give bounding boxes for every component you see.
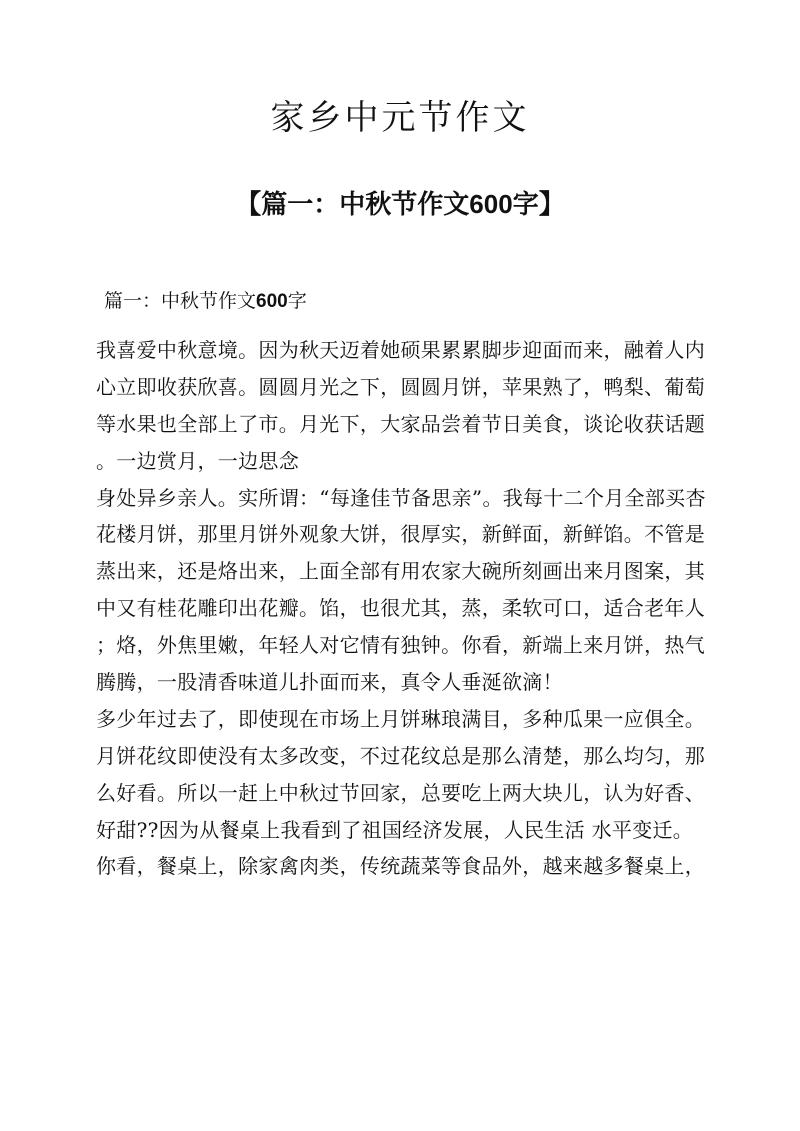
document-subtitle <box>0 186 800 223</box>
text-line: 心立即收获欣喜。圆圆月光之下，圆圆月饼，苹果熟了，鸭梨、葡萄 <box>96 374 705 399</box>
text-line: 腾腾，一股清香味道儿扑面而来，真令人垂涎欲滴！ <box>96 670 563 695</box>
section-heading-prefix: 篇一：中秋节作文 <box>104 290 257 312</box>
section-heading-number: 600 <box>256 291 288 312</box>
body-text <box>96 332 716 885</box>
text-line: 花楼月饼，那里月饼外观象大饼，很厚实，新鲜面，新鲜馅。不管是 <box>96 522 705 547</box>
text-line: 好甜??因为从餐桌上我看到了祖国经济发展，人民生活 水平变迁。 <box>96 817 694 842</box>
subtitle-suffix: 字】 <box>512 190 565 220</box>
text-line: 。一边赏月，一边思念 <box>96 448 299 473</box>
text-line: ；烙，外焦里嫩，年轻人对它情有独钟。你看，新端上来月饼，热气 <box>96 633 705 658</box>
text-line: 我喜爱中秋意境。因为秋天迈着她硕果累累脚步迎面而来，融着人内 <box>96 338 705 362</box>
text-line: 等水果也全部上了市。月光下，大家品尝着节日美食，谈论收获话题 <box>96 411 705 436</box>
text-line: 多少年过去了，即使现在市场上月饼琳琅满目，多种瓜果一应俱全。 <box>96 706 705 731</box>
text-line: 蒸出来，还是烙出来，上面全部有用农家大碗所刻画出来月图案，其 <box>96 559 705 584</box>
document-title: 家乡中元节作文 <box>270 98 530 138</box>
text-line: 身处异乡亲人。实所谓：“每逢佳节备思亲”。我每十二个月全部买杏 <box>96 485 706 510</box>
section-heading-suffix: 字 <box>287 290 307 312</box>
text-line: 月饼花纹即使没有太多改变，不过花纹总是那么清楚，那么均匀，那 <box>96 743 705 768</box>
section-heading <box>104 287 307 316</box>
subtitle-number: 600 <box>469 189 513 219</box>
text-line: 中又有桂花雕印出花瓣。馅，也很尤其，蒸，柔软可口，适合老年人 <box>96 596 705 621</box>
subtitle-prefix: 【篇一：中秋节作文 <box>235 190 470 220</box>
text-line: 么好看。所以一赶上中秋过节回家，总要吃上两大块儿，认为好香、 <box>96 780 705 805</box>
text-line: 你看，餐桌上，除家禽肉类，传统蔬菜等食品外，越来越多餐桌上， <box>96 854 705 879</box>
